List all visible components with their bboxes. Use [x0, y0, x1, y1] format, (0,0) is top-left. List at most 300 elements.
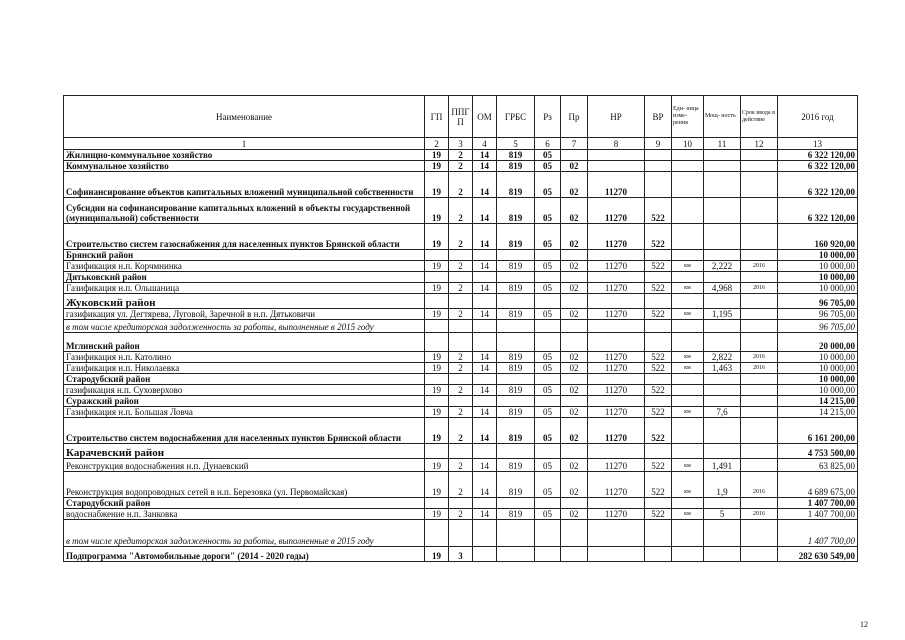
column-number: 13 — [778, 138, 858, 150]
cell-amount: 6 161 200,00 — [778, 418, 858, 444]
header-power: Мощ- ность — [704, 96, 741, 138]
cell-pr — [561, 150, 588, 161]
cell-nr: 11270 — [588, 509, 645, 520]
cell-vr — [645, 520, 672, 547]
cell-vr — [645, 161, 672, 172]
cell-nr: 11270 — [588, 407, 645, 418]
cell-unit — [672, 198, 704, 224]
cell-amount: 10 000,00 — [778, 261, 858, 272]
cell-om: 14 — [473, 283, 497, 294]
cell-ppgp: 2 — [449, 509, 473, 520]
cell-ppgp: 2 — [449, 418, 473, 444]
cell-name: Дятьковский район — [64, 272, 425, 283]
cell-power — [704, 172, 741, 198]
cell-term — [741, 250, 778, 261]
column-number: 1 — [64, 138, 425, 150]
cell-name: Суражский район — [64, 396, 425, 407]
cell-grbs: 819 — [497, 363, 535, 374]
table-row — [64, 396, 858, 407]
cell-term — [741, 172, 778, 198]
column-number: 10 — [672, 138, 704, 150]
cell-power — [704, 161, 741, 172]
cell-pr: 02 — [561, 161, 588, 172]
cell-pr — [561, 444, 588, 459]
cell-power — [704, 396, 741, 407]
cell-vr — [645, 498, 672, 509]
cell-name: Софинансирование объектов капитальных вложений муниципальной собственности — [64, 172, 425, 198]
cell-gp: 19 — [425, 198, 449, 224]
cell-ppgp — [449, 333, 473, 352]
cell-gp: 19 — [425, 363, 449, 374]
cell-term — [741, 320, 778, 333]
cell-rz: 05 — [535, 407, 561, 418]
cell-gp: 19 — [425, 309, 449, 320]
cell-vr: 522 — [645, 283, 672, 294]
cell-om — [473, 374, 497, 385]
cell-nr — [588, 444, 645, 459]
cell-ppgp: 3 — [449, 547, 473, 562]
cell-power: 1,463 — [704, 363, 741, 374]
cell-grbs — [497, 547, 535, 562]
cell-nr — [588, 374, 645, 385]
cell-pr — [561, 498, 588, 509]
cell-name: Субсидии на софинансирование капитальных вложений в объекты государственной (муниципальной) собственности — [64, 198, 425, 224]
cell-power — [704, 250, 741, 261]
cell-pr: 02 — [561, 352, 588, 363]
cell-gp — [425, 374, 449, 385]
table-row — [64, 150, 858, 161]
cell-nr: 11270 — [588, 198, 645, 224]
cell-gp: 19 — [425, 150, 449, 161]
table-row — [64, 250, 858, 261]
cell-gp: 19 — [425, 509, 449, 520]
cell-pr — [561, 396, 588, 407]
cell-gp: 19 — [425, 547, 449, 562]
cell-vr — [645, 250, 672, 261]
cell-name: водоснабжение н.п. Занковка — [64, 509, 425, 520]
cell-vr — [645, 320, 672, 333]
cell-grbs: 819 — [497, 309, 535, 320]
table-row — [64, 374, 858, 385]
cell-power — [704, 374, 741, 385]
cell-rz: 05 — [535, 472, 561, 498]
cell-term — [741, 272, 778, 283]
cell-ppgp: 2 — [449, 407, 473, 418]
table-row — [64, 272, 858, 283]
cell-rz: 05 — [535, 309, 561, 320]
cell-vr: 522 — [645, 309, 672, 320]
page-number: 12 — [860, 620, 868, 629]
cell-om — [473, 396, 497, 407]
header-unit: Еди- ница изме- рения — [672, 96, 704, 138]
cell-unit — [672, 150, 704, 161]
cell-name: в том числе кредиторская задолженность за работы, выполненные в 2015 году — [64, 520, 425, 547]
cell-rz — [535, 396, 561, 407]
cell-amount: 10 000,00 — [778, 272, 858, 283]
cell-name: Стародубский район — [64, 498, 425, 509]
cell-pr — [561, 520, 588, 547]
cell-gp — [425, 272, 449, 283]
cell-ppgp: 2 — [449, 309, 473, 320]
header-grbs: ГРБС — [497, 96, 535, 138]
cell-nr: 11270 — [588, 472, 645, 498]
cell-rz: 05 — [535, 161, 561, 172]
cell-ppgp — [449, 520, 473, 547]
cell-term: 2016 — [741, 472, 778, 498]
cell-rz — [535, 320, 561, 333]
cell-rz: 05 — [535, 385, 561, 396]
cell-om: 14 — [473, 472, 497, 498]
cell-term — [741, 459, 778, 472]
cell-rz: 05 — [535, 172, 561, 198]
cell-term — [741, 444, 778, 459]
cell-gp: 19 — [425, 224, 449, 250]
cell-rz — [535, 374, 561, 385]
cell-amount: 20 000,00 — [778, 333, 858, 352]
cell-amount: 14 215,00 — [778, 396, 858, 407]
cell-grbs: 819 — [497, 261, 535, 272]
cell-gp: 19 — [425, 407, 449, 418]
table-row — [64, 407, 858, 418]
table-row — [64, 172, 858, 198]
cell-gp: 19 — [425, 172, 449, 198]
cell-grbs: 819 — [497, 418, 535, 444]
cell-term: 2016 — [741, 363, 778, 374]
cell-term — [741, 385, 778, 396]
cell-vr — [645, 333, 672, 352]
header-term: Срок ввода в действие — [741, 96, 778, 138]
cell-grbs — [497, 444, 535, 459]
cell-gp — [425, 294, 449, 309]
cell-vr: 522 — [645, 261, 672, 272]
cell-name: Стародубский район — [64, 374, 425, 385]
cell-rz — [535, 250, 561, 261]
cell-rz — [535, 272, 561, 283]
table-row — [64, 309, 858, 320]
cell-ppgp — [449, 444, 473, 459]
cell-gp: 19 — [425, 261, 449, 272]
table-row — [64, 459, 858, 472]
table-body — [64, 150, 858, 562]
cell-ppgp — [449, 374, 473, 385]
cell-grbs: 819 — [497, 224, 535, 250]
cell-name: Газификация н.п. Корчмнинка — [64, 261, 425, 272]
cell-pr: 02 — [561, 472, 588, 498]
cell-om: 14 — [473, 309, 497, 320]
cell-gp: 19 — [425, 385, 449, 396]
cell-vr — [645, 396, 672, 407]
cell-nr: 11270 — [588, 363, 645, 374]
cell-om — [473, 294, 497, 309]
cell-name: Мглинский район — [64, 333, 425, 352]
cell-unit: км — [672, 309, 704, 320]
cell-unit — [672, 161, 704, 172]
cell-power — [704, 150, 741, 161]
cell-amount: 14 215,00 — [778, 407, 858, 418]
cell-amount: 63 825,00 — [778, 459, 858, 472]
cell-grbs: 819 — [497, 407, 535, 418]
cell-om: 14 — [473, 385, 497, 396]
cell-vr: 522 — [645, 385, 672, 396]
cell-power: 1,491 — [704, 459, 741, 472]
table-row — [64, 320, 858, 333]
table-row — [64, 198, 858, 224]
header-ppgp: ППГ П — [449, 96, 473, 138]
cell-nr — [588, 320, 645, 333]
cell-rz — [535, 294, 561, 309]
cell-power: 1,195 — [704, 309, 741, 320]
cell-grbs — [497, 520, 535, 547]
header-gp: ГП — [425, 96, 449, 138]
cell-unit: км — [672, 352, 704, 363]
cell-power — [704, 520, 741, 547]
cell-pr — [561, 294, 588, 309]
cell-nr: 11270 — [588, 385, 645, 396]
cell-name: газификация н.п. Суховерхово — [64, 385, 425, 396]
cell-nr — [588, 333, 645, 352]
cell-unit — [672, 498, 704, 509]
cell-power — [704, 418, 741, 444]
cell-om: 14 — [473, 161, 497, 172]
cell-unit — [672, 520, 704, 547]
cell-ppgp — [449, 294, 473, 309]
cell-rz: 05 — [535, 150, 561, 161]
column-number: 9 — [645, 138, 672, 150]
header-rz: Рз — [535, 96, 561, 138]
table-row — [64, 261, 858, 272]
cell-amount: 4 689 675,00 — [778, 472, 858, 498]
header-name: Наименование — [64, 96, 425, 138]
cell-ppgp: 2 — [449, 283, 473, 294]
cell-grbs: 819 — [497, 385, 535, 396]
scan-mark: · — [97, 42, 99, 48]
cell-ppgp: 2 — [449, 261, 473, 272]
cell-power — [704, 294, 741, 309]
cell-om — [473, 444, 497, 459]
cell-pr: 02 — [561, 363, 588, 374]
cell-gp: 19 — [425, 472, 449, 498]
table-row — [64, 520, 858, 547]
cell-term — [741, 396, 778, 407]
column-number: 5 — [497, 138, 535, 150]
cell-unit: км — [672, 261, 704, 272]
cell-ppgp: 2 — [449, 172, 473, 198]
cell-name: газификация ул. Дегтярева, Луговой, Заречной в н.п. Дятьковичи — [64, 309, 425, 320]
cell-term — [741, 161, 778, 172]
cell-grbs: 819 — [497, 283, 535, 294]
cell-ppgp: 2 — [449, 459, 473, 472]
cell-name: в том числе кредиторская задолженность за работы, выполненные в 2015 году — [64, 320, 425, 333]
cell-unit: км — [672, 363, 704, 374]
column-number: 4 — [473, 138, 497, 150]
cell-nr: 11270 — [588, 283, 645, 294]
cell-unit: км — [672, 472, 704, 498]
header-year: 2016 год — [778, 96, 858, 138]
cell-amount: 282 630 549,00 — [778, 547, 858, 562]
cell-rz: 05 — [535, 261, 561, 272]
cell-nr — [588, 547, 645, 562]
cell-power: 7,6 — [704, 407, 741, 418]
cell-term: 2016 — [741, 352, 778, 363]
cell-unit: км — [672, 509, 704, 520]
cell-pr: 02 — [561, 224, 588, 250]
cell-term — [741, 333, 778, 352]
cell-unit — [672, 294, 704, 309]
cell-pr: 02 — [561, 407, 588, 418]
cell-gp — [425, 320, 449, 333]
cell-term — [741, 374, 778, 385]
cell-term — [741, 520, 778, 547]
cell-om: 14 — [473, 198, 497, 224]
cell-term — [741, 198, 778, 224]
cell-nr — [588, 161, 645, 172]
cell-name: Строительство систем газоснабжения для населенных пунктов Брянской области — [64, 224, 425, 250]
cell-amount: 10 000,00 — [778, 352, 858, 363]
cell-gp: 19 — [425, 459, 449, 472]
table-row — [64, 509, 858, 520]
cell-om: 14 — [473, 459, 497, 472]
cell-ppgp: 2 — [449, 363, 473, 374]
cell-power: 4,968 — [704, 283, 741, 294]
column-number: 11 — [704, 138, 741, 150]
cell-om — [473, 272, 497, 283]
table-row — [64, 294, 858, 309]
cell-om — [473, 250, 497, 261]
cell-grbs: 819 — [497, 509, 535, 520]
cell-unit: км — [672, 407, 704, 418]
cell-vr: 522 — [645, 198, 672, 224]
cell-grbs: 819 — [497, 459, 535, 472]
header-row — [64, 96, 858, 138]
column-number: 12 — [741, 138, 778, 150]
cell-gp — [425, 520, 449, 547]
cell-rz — [535, 333, 561, 352]
column-number: 2 — [425, 138, 449, 150]
cell-grbs: 819 — [497, 172, 535, 198]
cell-grbs: 819 — [497, 352, 535, 363]
budget-table — [63, 95, 858, 562]
cell-power — [704, 333, 741, 352]
cell-term — [741, 418, 778, 444]
table-row — [64, 283, 858, 294]
cell-vr: 522 — [645, 509, 672, 520]
cell-grbs — [497, 320, 535, 333]
cell-vr — [645, 150, 672, 161]
cell-pr — [561, 374, 588, 385]
cell-pr: 02 — [561, 198, 588, 224]
cell-rz: 05 — [535, 459, 561, 472]
cell-vr: 522 — [645, 459, 672, 472]
cell-grbs — [497, 374, 535, 385]
cell-amount: 1 407 700,00 — [778, 509, 858, 520]
cell-ppgp: 2 — [449, 352, 473, 363]
cell-nr — [588, 250, 645, 261]
table-row — [64, 385, 858, 396]
column-number: 3 — [449, 138, 473, 150]
cell-amount: 96 705,00 — [778, 294, 858, 309]
cell-term: 2016 — [741, 283, 778, 294]
cell-gp — [425, 250, 449, 261]
cell-nr — [588, 150, 645, 161]
column-number-row — [64, 138, 858, 150]
cell-unit — [672, 224, 704, 250]
cell-rz: 05 — [535, 509, 561, 520]
cell-nr — [588, 294, 645, 309]
cell-gp: 19 — [425, 283, 449, 294]
cell-ppgp — [449, 396, 473, 407]
cell-vr — [645, 374, 672, 385]
cell-power — [704, 385, 741, 396]
cell-amount: 6 322 120,00 — [778, 150, 858, 161]
cell-term — [741, 294, 778, 309]
cell-power: 5 — [704, 509, 741, 520]
table-row — [64, 161, 858, 172]
cell-amount: 10 000,00 — [778, 385, 858, 396]
cell-gp: 19 — [425, 352, 449, 363]
cell-rz — [535, 520, 561, 547]
cell-name: Газификация н.п. Большая Ловча — [64, 407, 425, 418]
cell-unit — [672, 547, 704, 562]
header-pr: Пр — [561, 96, 588, 138]
cell-term — [741, 150, 778, 161]
cell-gp: 19 — [425, 161, 449, 172]
cell-name: Газификация н.п. Николаевка — [64, 363, 425, 374]
cell-pr — [561, 333, 588, 352]
cell-om: 14 — [473, 352, 497, 363]
cell-amount: 1 407 700,00 — [778, 520, 858, 547]
cell-amount: 96 705,00 — [778, 320, 858, 333]
cell-om: 14 — [473, 150, 497, 161]
cell-name: Жилищно-коммунальное хозяйство — [64, 150, 425, 161]
cell-grbs — [497, 250, 535, 261]
cell-vr: 522 — [645, 224, 672, 250]
cell-pr: 02 — [561, 418, 588, 444]
column-number: 6 — [535, 138, 561, 150]
table-row — [64, 352, 858, 363]
cell-name: Подпрограмма "Автомобильные дороги" (2014 - 2020 годы) — [64, 547, 425, 562]
cell-om: 14 — [473, 418, 497, 444]
cell-unit — [672, 396, 704, 407]
cell-om — [473, 520, 497, 547]
header-vr: ВР — [645, 96, 672, 138]
cell-vr — [645, 294, 672, 309]
cell-pr: 02 — [561, 309, 588, 320]
cell-pr: 02 — [561, 509, 588, 520]
cell-name: Газификация н.п. Ольшаница — [64, 283, 425, 294]
cell-grbs: 819 — [497, 161, 535, 172]
cell-nr: 11270 — [588, 459, 645, 472]
cell-term — [741, 309, 778, 320]
cell-unit — [672, 374, 704, 385]
cell-name: Жуковский район — [64, 294, 425, 309]
cell-grbs — [497, 498, 535, 509]
cell-vr: 522 — [645, 352, 672, 363]
cell-om — [473, 333, 497, 352]
cell-power — [704, 547, 741, 562]
cell-nr — [588, 520, 645, 547]
cell-name: Карачевский район — [64, 444, 425, 459]
cell-ppgp: 2 — [449, 224, 473, 250]
cell-rz: 05 — [535, 198, 561, 224]
cell-pr: 02 — [561, 459, 588, 472]
cell-nr: 11270 — [588, 309, 645, 320]
cell-ppgp: 2 — [449, 150, 473, 161]
cell-gp — [425, 333, 449, 352]
cell-om — [473, 320, 497, 333]
cell-ppgp: 2 — [449, 198, 473, 224]
cell-ppgp: 2 — [449, 472, 473, 498]
cell-power — [704, 498, 741, 509]
